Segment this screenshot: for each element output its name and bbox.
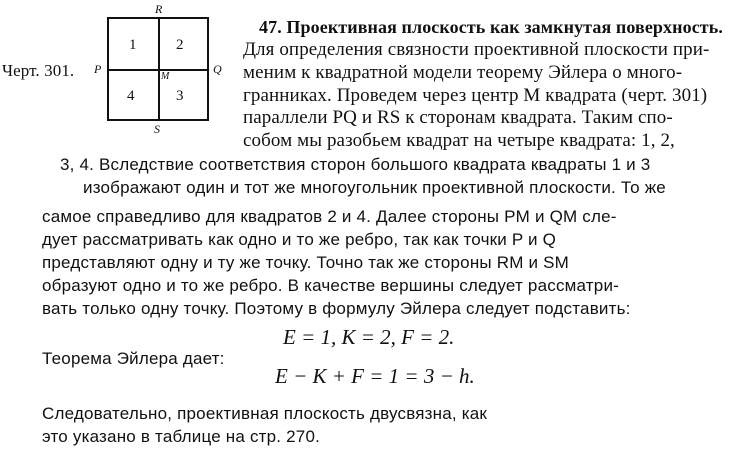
text-line-4: параллели PQ и RS к сторонам квадрата. Таким спо- <box>243 107 673 128</box>
point-s: S <box>154 122 160 136</box>
cell-label-2: 2 <box>176 37 184 53</box>
text-line-14: это указано в таблице на стр. 270. <box>42 427 321 446</box>
text-line-3: гранниках. Проведем через центр M квадрата (черт. 301) <box>243 85 708 106</box>
text-line-13: Следовательно, проективная плоскость двусвязна, как <box>42 404 488 423</box>
text-line-8: самое справедливо для квадратов 2 и 4. Далее стороны PM и QM сле- <box>42 207 617 226</box>
section-heading <box>259 16 723 38</box>
text-line-10: представляют одну и ту же точку. Точно так же стороны RM и SM <box>42 253 570 272</box>
figure-caption: Черт. 301. <box>2 61 75 80</box>
text-line-6: 3, 4. Вследствие соответствия сторон большого квадрата квадраты 1 и 3 <box>60 155 651 174</box>
point-m: M <box>161 71 170 82</box>
text-line-12: вать только одну точку. Поэтому в формулу Эйлера следует подставить: <box>42 299 631 318</box>
section-title: Проективная плоскость как замкнутая поверхность. <box>286 17 723 37</box>
cell-label-3: 3 <box>176 88 184 104</box>
formula-euler-values: E = 1, K = 2, F = 2. <box>283 325 455 349</box>
text-line-9: дует рассматривать как одно и то же ребро, так как точки P и Q <box>42 230 557 249</box>
line-rs <box>158 19 160 119</box>
point-r: R <box>155 2 163 16</box>
cell-label-1: 1 <box>129 37 137 53</box>
formula-euler-result: E − K + F = 1 = 3 − h. <box>275 364 475 388</box>
text-line-5: собом мы разобьем квадрат на четыре квадрата: 1, 2, <box>243 130 675 151</box>
text-line-11: образуют одно и то же ребро. В качестве вершины следует рассматри- <box>42 276 620 295</box>
point-p: P <box>94 62 102 76</box>
square-figure <box>107 17 209 121</box>
section-number: 47. <box>259 17 282 37</box>
text-line-7: изображают один и тот же многоугольник проективной плоскости. То же <box>83 178 666 197</box>
cell-label-4: 4 <box>127 88 135 104</box>
point-q: Q <box>213 62 222 76</box>
theorem-label: Теорема Эйлера дает: <box>42 349 225 368</box>
text-line-2: меним к квадратной модели теорему Эйлера о много- <box>243 62 683 83</box>
text-line-1: Для определения связности проективной плоскости при- <box>243 39 710 60</box>
